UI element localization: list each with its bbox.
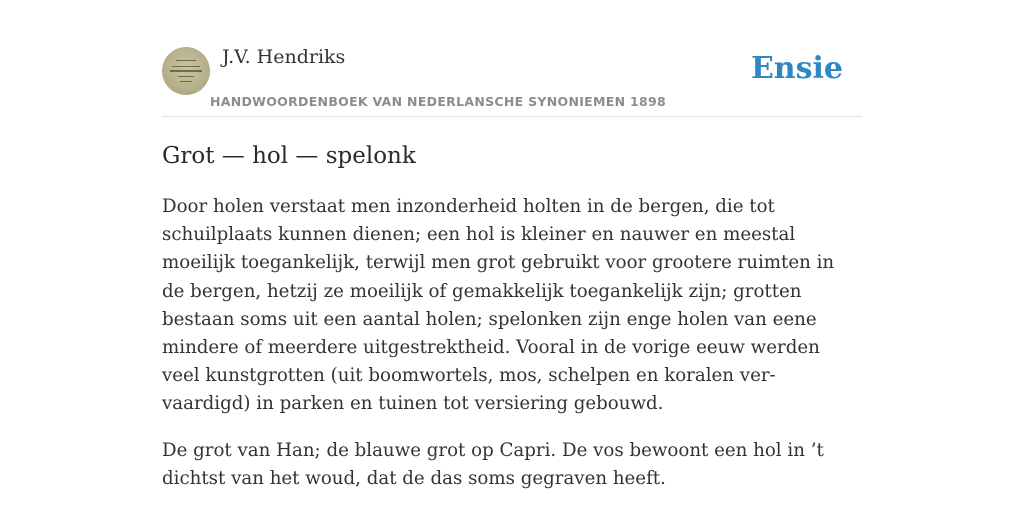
book-cover-icon bbox=[170, 57, 202, 85]
book-cover-avatar[interactable] bbox=[162, 47, 210, 95]
author-name[interactable]: J.V. Hendriks bbox=[222, 46, 346, 68]
entry-header bbox=[162, 46, 862, 117]
entry-body bbox=[162, 193, 862, 493]
entry-paragraph: De grot van Han; de blauwe grot op Capri. De vos bewoont een hol in ’t dichtst van het woud, dat de das soms gegraven heeft. bbox=[162, 439, 824, 489]
entry-card bbox=[162, 46, 862, 493]
source-title[interactable]: HANDWOORDENBOEK VAN NEDERLANSCHE SYNONIEMEN 1898 bbox=[210, 94, 667, 109]
entry-title: Grot — hol — spelonk bbox=[162, 143, 416, 169]
entry-paragraph: Door holen verstaat men inzonderheid holten in de bergen, die tot schuilplaats kunnen dienen; een hol is kleiner en nauwer en meestal moeilijk toegankelijk, terwijl men grot gebruikt voor grootere ruimten in de bergen, hetzij ze moeilijk of gemakkelijk toegankelijk zijn; grotten bestaan soms uit een aantal holen; spelonken zijn enge holen van eene mindere of meerdere uitgestrektheid. Vooral in de vorige eeuw werden veel kunstgrotten (uit boomwortels, mos, schelpen en koralen ver-vaardigd) in parken en tuinen tot versiering gebouwd. bbox=[162, 196, 835, 415]
brand-logo[interactable]: Ensie bbox=[750, 51, 843, 86]
